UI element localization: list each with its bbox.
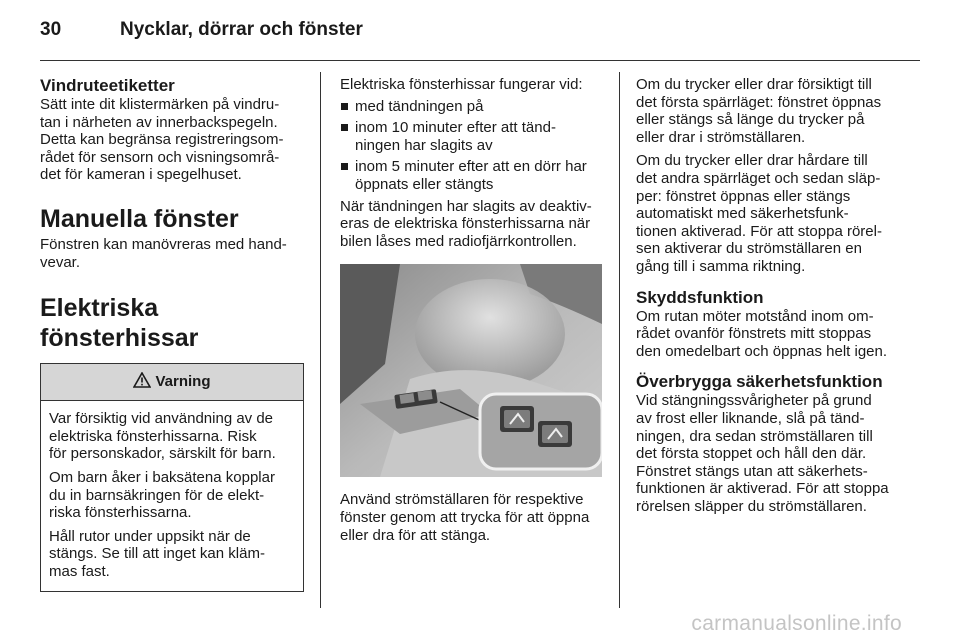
text-line: ningen har slagits av <box>355 136 493 154</box>
bullet-square-icon <box>341 103 348 110</box>
text-line: rörelsen släpper du strömställaren. <box>636 497 867 515</box>
text-line: mas fast. <box>49 562 110 580</box>
text-line: ningen, dra sedan strömställaren till <box>636 427 873 445</box>
text-line: det för kameran i spegelhuset. <box>40 166 242 184</box>
text-line: eller stängs så länge du trycker på <box>636 111 865 129</box>
heading-windshield-stickers: Vindruteetiketter <box>40 76 175 95</box>
list-item <box>340 119 602 154</box>
text-line: inom 10 minuter efter att tänd- <box>355 119 556 137</box>
conditions-list <box>340 98 602 194</box>
column-middle <box>340 76 602 544</box>
warning-paragraph <box>49 469 295 522</box>
watermark: carmanualsonline.info <box>691 612 902 635</box>
heading-power-windows: Elektriska fönsterhissar <box>40 294 199 353</box>
heading-safety-function: Skyddsfunktion <box>636 287 764 307</box>
text-line: det första stoppet och håll den där. <box>636 445 867 463</box>
text-line: rådet ovanför fönstrets mitt stoppas <box>636 325 872 343</box>
page-header <box>40 19 363 41</box>
text-line: fönster genom att trycka för att öppna <box>340 508 590 526</box>
text-line: Vid stängningssvårigheter på grund <box>636 392 872 410</box>
text-line: automatiskt med säkerhetsfunk- <box>636 205 849 223</box>
text-line: Sätt inte dit klistermärken på vindru- <box>40 96 280 113</box>
text-line: funktionen är aktiverad. För att stoppa <box>636 480 889 498</box>
text-line: Detta kan begränsa registreringsom- <box>40 131 284 149</box>
text-line: Håll rutor under uppsikt när de <box>49 527 251 545</box>
column-left <box>40 76 305 592</box>
text-line: eller dra för att stänga. <box>340 526 491 544</box>
power-windows-intro: Elektriska fönsterhissar fungerar vid: <box>340 76 583 93</box>
text-line: elektriska fönsterhissarna. Risk <box>49 427 257 445</box>
text-line: inom 5 minuter efter att en dörr har <box>355 158 587 176</box>
override-safety-text <box>636 392 912 515</box>
text-line: öppnats eller stängts <box>355 175 494 193</box>
column-divider <box>619 72 620 608</box>
text-line: med tändningen på <box>355 97 484 115</box>
chapter-title: Nycklar, dörrar och fönster <box>120 19 363 40</box>
text-line: gång till i samma riktning. <box>636 257 806 275</box>
warning-body <box>41 401 303 590</box>
manual-windows-text <box>40 236 305 271</box>
text-line: det första spärrläget: fönstret öppnas <box>636 93 882 111</box>
text-line: per: fönstret öppnas eller stängs <box>636 187 851 205</box>
safety-function-text <box>636 308 912 361</box>
text-line: eller drar i strömställaren. <box>636 128 806 146</box>
second-stop-paragraph <box>636 152 912 275</box>
warning-box <box>40 363 304 591</box>
text-line: eras de elektriska fönsterhissarna när <box>340 215 591 233</box>
text-line: vevar. <box>40 253 81 271</box>
text-line: det andra spärrläget och sedan släp- <box>636 169 881 187</box>
text-line: du in barnsäkringen för de elekt- <box>49 486 265 504</box>
first-stop-paragraph <box>636 76 912 146</box>
text-line: Fönstret stängs utan att säkerhets- <box>636 462 868 480</box>
column-right <box>636 76 912 515</box>
text-line: riska fönsterhissarna. <box>49 504 192 522</box>
text-line: Om du trycker eller drar hårdare till <box>636 152 868 170</box>
bullet-square-icon <box>341 124 348 131</box>
heading-override-safety: Överbrygga säkerhetsfunktion <box>636 372 883 392</box>
heading-manual-windows: Manuella fönster <box>40 204 239 233</box>
warning-header <box>41 364 303 401</box>
windshield-stickers-text <box>40 96 305 184</box>
list-item <box>340 98 602 116</box>
text-line: av frost eller liknande, slå på tänd- <box>636 409 865 427</box>
text-line: den omedelbart och öppnas helt igen. <box>636 342 888 360</box>
text-line: tan i närheten av innerbackspegeln. <box>40 113 278 131</box>
warning-paragraph <box>49 410 295 463</box>
window-switch-photo <box>340 264 602 477</box>
warning-paragraph <box>49 528 295 581</box>
text-line: Fönstren kan manövreras med hand- <box>40 235 287 253</box>
photo-caption <box>340 491 602 544</box>
text-line: När tändningen har slagits av deaktiv- <box>340 197 592 215</box>
header-divider <box>40 60 920 61</box>
text-line: bilen låses med radiofjärrkontrollen. <box>340 232 577 250</box>
text-line: Om rutan möter motstånd inom om- <box>636 307 874 325</box>
warning-title: Varning <box>155 373 211 391</box>
text-line: Om barn åker i baksätena kopplar <box>49 468 275 486</box>
list-item <box>340 158 602 193</box>
text-line: för personskador, särskilt för barn. <box>49 445 276 463</box>
text-line: tionen aktiverad. För att stoppa rörel- <box>636 222 882 240</box>
warning-triangle-icon <box>133 372 151 392</box>
bullet-square-icon <box>341 163 348 170</box>
text-line: sen aktiverar du strömställaren en <box>636 240 862 258</box>
text-line: Om du trycker eller drar försiktigt till <box>636 76 872 93</box>
text-line: Var försiktig vid användning av de <box>49 410 274 428</box>
text-line: stängs. Se till att inget kan kläm- <box>49 545 265 563</box>
text-line: rådet för sensorn och visningsområ- <box>40 148 280 166</box>
deactivation-paragraph <box>340 198 602 251</box>
page-number: 30 <box>40 19 62 40</box>
column-divider <box>320 72 321 608</box>
text-line: Använd strömställaren för respektive <box>340 491 584 509</box>
